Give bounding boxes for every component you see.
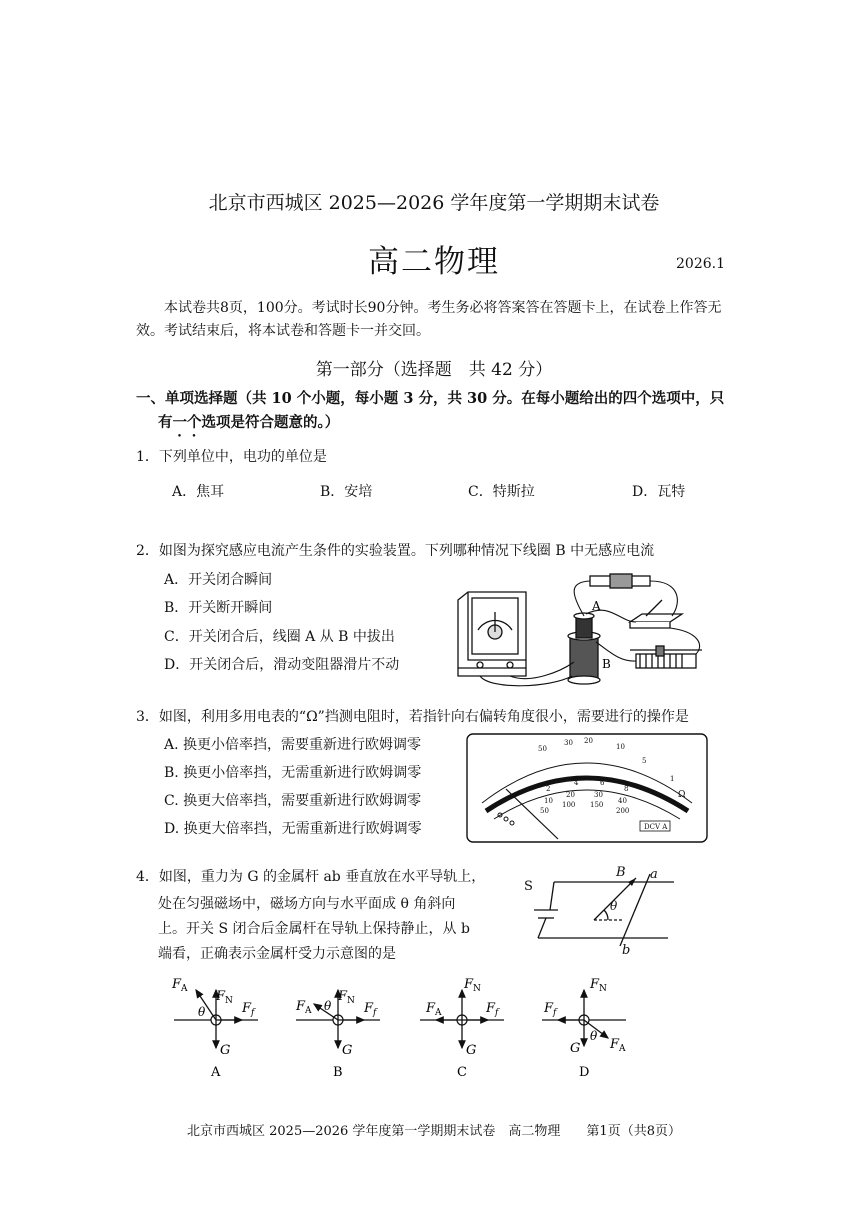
angle-theta: θ	[198, 1005, 206, 1019]
section-line-1: 一、单项选择题（共 10 个小题，每小题 3 分，共 30 分。在每小题给出的四个选项中，只	[136, 390, 725, 407]
q2-option-c[interactable]: C．开关闭合后，线圈 A 从 B 中拔出	[164, 629, 395, 645]
scale-low-label: 40	[618, 797, 627, 805]
question-4-line-2: 处在匀强磁场中，磁场方向与水平面成 θ 角斜向	[158, 896, 456, 912]
q1-option-b[interactable]: B．安培	[320, 484, 373, 500]
section-text: 选项是符合题意的。）	[201, 414, 340, 431]
q3-option-c[interactable]: C. 换更大倍率挡，需要重新进行欧姆调零	[164, 793, 422, 809]
rail-magnetic-field-figure	[524, 862, 684, 958]
scale-top-label: 20	[584, 737, 593, 745]
omega-label: Ω	[678, 790, 686, 800]
coil-b	[568, 632, 600, 684]
part-heading: 第一部分（选择题 共 42 分）	[315, 360, 553, 380]
scale-mid-label: 6	[600, 779, 605, 787]
scale-top-label: 10	[616, 743, 625, 751]
force-fn: $F_N$	[464, 977, 481, 994]
rod-end-a: a	[650, 867, 658, 882]
force-g: G	[466, 1043, 477, 1058]
q2-option-b[interactable]: B．开关断开瞬间	[164, 600, 273, 616]
coil-b-label: B	[602, 657, 611, 671]
q2-option-a[interactable]: A．开关闭合瞬间	[164, 572, 273, 588]
q1-option-c[interactable]: C．特斯拉	[468, 484, 535, 500]
scale-low-label: 50	[540, 807, 549, 815]
dcv-label: DCV A	[644, 823, 668, 831]
scale-mid-label: 4	[574, 779, 579, 787]
field-label: B	[616, 865, 626, 880]
angle-label: θ	[610, 899, 618, 913]
diagram-a[interactable]	[171, 977, 258, 1080]
force-fn: $F_N$	[338, 989, 355, 1006]
q3-option-a[interactable]: A. 换更小倍率挡，需要重新进行欧姆调零	[164, 737, 422, 753]
scale-mid-label: 2	[546, 785, 551, 793]
question-2-stem: 2．如图为探究感应电流产生条件的实验装置。下列哪种情况下线圈 B 中无感应电流	[136, 543, 655, 559]
question-4-line-4: 端看，正确表示金属杆受力示意图的是	[158, 946, 396, 962]
scale-low-label: 10	[544, 797, 553, 805]
coil-a-label: A	[592, 599, 601, 613]
force-fa: $F_A$	[172, 977, 188, 994]
scale-low-label: 30	[594, 791, 603, 799]
q2-option-d[interactable]: D．开关闭合后，滑动变阻器滑片不动	[164, 657, 400, 673]
force-g: G	[220, 1043, 231, 1058]
scale-low-label: 200	[616, 807, 630, 815]
diagram-b[interactable]	[295, 989, 380, 1080]
switch	[630, 600, 682, 628]
scale-low-label: 150	[590, 801, 604, 809]
instructions: 本试卷共8页，100分。考试时长90分钟。考生务必将答案答在答题卡上，在试卷上作答无效。考试结束后，将本试卷和答题卡一并交回。	[136, 300, 722, 339]
induction-apparatus-figure	[450, 572, 720, 692]
section-line-2	[136, 411, 742, 440]
diagram-c[interactable]	[420, 977, 504, 1080]
scale-top-label: 50	[538, 745, 547, 753]
multimeter-dial-figure	[466, 733, 708, 843]
q1-option-a[interactable]: A．焦耳	[172, 484, 225, 500]
q3-option-d[interactable]: D. 换更大倍率挡，无需重新进行欧姆调零	[164, 821, 422, 837]
scale-top-label: 1	[670, 775, 675, 783]
force-fn: $F_N$	[590, 977, 607, 994]
force-diagram-options	[160, 968, 680, 1080]
rod-end-b: b	[622, 943, 631, 958]
scale-mid-label: 8	[624, 785, 629, 793]
choice-label-a: A	[211, 1065, 221, 1080]
subject-title: 高二物理	[368, 244, 500, 280]
question-3-stem: 3．如图，利用多用电表的“Ω”挡测电阻时，若指针向右偏转角度很小，需要进行的操作是	[136, 709, 689, 725]
exam-title: 北京市西城区 2025—2026 学年度第一学期期末试卷	[208, 192, 660, 214]
scale-low-label: 100	[562, 801, 576, 809]
force-fa: $F_A$	[426, 1001, 442, 1018]
q3-option-b[interactable]: B. 换更小倍率挡，无需重新进行欧姆调零	[164, 765, 422, 781]
exam-date: 2026.1	[676, 256, 725, 272]
q1-option-d[interactable]: D．瓦特	[632, 484, 686, 500]
section-heading	[136, 387, 742, 440]
battery	[590, 574, 650, 588]
question-4-line-1: 4．如图，重力为 G 的金属杆 ab 垂直放在水平导轨上，	[136, 869, 486, 885]
force-ff: $F_f$	[364, 1001, 377, 1018]
force-fa: $F_A$	[296, 999, 312, 1016]
force-ff: $F_f$	[544, 1001, 557, 1018]
section-text: 有	[158, 414, 173, 431]
coil-a	[574, 613, 594, 638]
angle-theta: θ	[590, 1029, 598, 1043]
emphasis-text: 一个	[172, 414, 202, 431]
scale-top-label: 30	[564, 739, 573, 747]
force-fa: $F_A$	[610, 1037, 626, 1054]
page-footer: 北京市西城区 2025—2026 学年度第一学期期末试卷 高二物理 第1页（共8页）	[187, 1124, 681, 1139]
scale-top-label: 5	[642, 757, 647, 765]
choice-label-b: B	[333, 1065, 343, 1080]
force-ff: $F_f$	[486, 1001, 499, 1018]
question-4-line-3: 上。开关 S 闭合后金属杆在导轨上保持静止，从 b	[158, 921, 470, 937]
force-g: G	[570, 1041, 581, 1056]
force-ff: $F_f$	[242, 1001, 255, 1018]
galvanometer	[458, 592, 526, 676]
angle-theta: θ	[324, 999, 332, 1013]
diagram-d[interactable]	[542, 977, 626, 1080]
force-g: G	[342, 1043, 353, 1058]
rheostat	[630, 646, 702, 668]
switch-label: S	[524, 879, 533, 894]
force-fn: $F_N$	[216, 989, 233, 1006]
choice-label-d: D	[579, 1065, 590, 1080]
question-1-stem: 1．下列单位中，电功的单位是	[136, 449, 327, 465]
scale-low-label: 20	[566, 791, 575, 799]
choice-label-c: C	[457, 1065, 467, 1080]
